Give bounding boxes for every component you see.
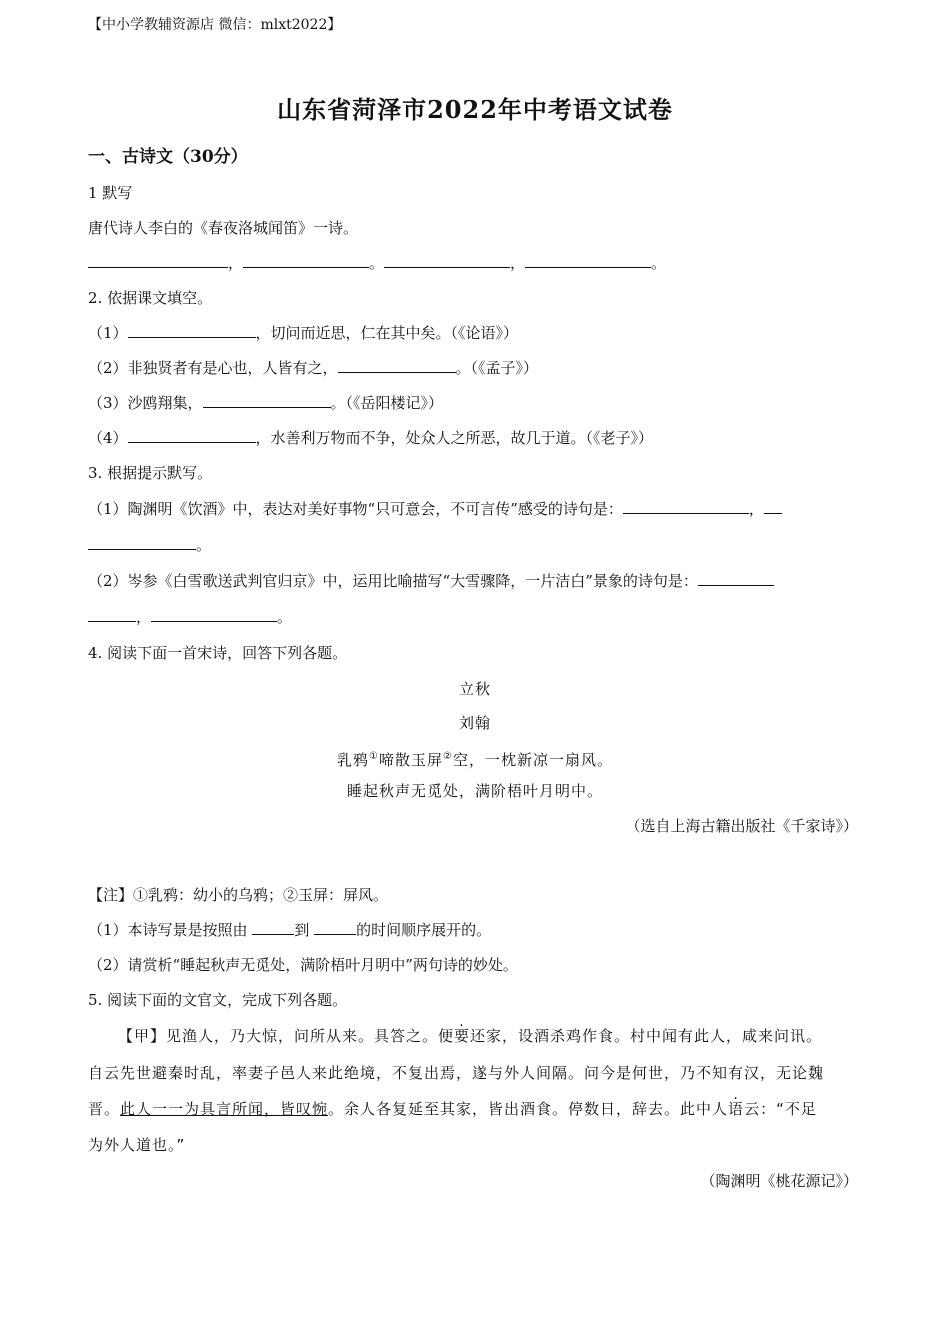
q2-heading: 2. 依据课文填空。	[88, 289, 213, 307]
answer-blank[interactable]	[623, 499, 749, 514]
q3-item-1-cont: 。	[88, 534, 858, 556]
answer-blank[interactable]	[338, 358, 456, 373]
answer-blank[interactable]	[151, 607, 277, 622]
poem-line-1: 乳鸦①啼散玉屏②空，一枕新凉一扇风。	[337, 751, 613, 769]
answer-blank[interactable]	[384, 253, 510, 268]
passage-line-3: 晋。此人一一为具言所闻，皆叹惋。余人各复延至其家，皆出酒食。停数日，辞去。此中人语云：“不足	[88, 1100, 817, 1118]
page-title: 山东省菏泽市2022年中考语文试卷	[277, 95, 673, 124]
poem-note: 【注】①乳鸦：幼小的乌鸦；②玉屏：屏风。	[88, 886, 389, 904]
poem-title: 立秋	[458, 680, 491, 698]
poem-source: （选自上海古籍出版社《千家诗》）	[625, 817, 858, 835]
q4-heading: 4. 阅读下面一首宋诗，回答下列各题。	[88, 644, 348, 662]
answer-blank[interactable]	[88, 253, 228, 268]
emphasized-char: 语	[728, 1100, 745, 1118]
answer-blank[interactable]	[88, 607, 136, 622]
answer-blank[interactable]	[525, 253, 651, 268]
footnote-marker: ①	[369, 751, 379, 762]
q1-intro: 唐代诗人李白的《春夜洛城闻笛》一诗。	[88, 219, 359, 237]
passage-line-2: 自云先世避秦时乱，率妻子邑人来此绝境，不复出焉，遂与外人间隔。问今是何世，乃不知有汉，无论魏	[88, 1064, 825, 1082]
underlined-sentence: 此人一一为具言所闻，皆叹惋	[120, 1100, 329, 1118]
footnote-marker: ②	[443, 751, 453, 762]
answer-blank[interactable]	[314, 920, 356, 935]
answer-blank[interactable]	[243, 253, 369, 268]
passage-line-1: 【甲】见渔人，乃大惊，问所从来。具答之。便要还家，设酒杀鸡作食。村中闻有此人，咸来问讯。	[118, 1027, 823, 1045]
page-header: 【中小学教辅资源店 微信：mlxt2022】	[88, 17, 342, 33]
poem-author: 刘翰	[458, 714, 491, 732]
q4-sub-2: （2）请赏析“睡起秋声无觅处，满阶梧叶月明中”两句诗的妙处。	[88, 956, 518, 974]
q1-blanks-line: ， 。 ， 。	[88, 252, 858, 274]
answer-blank[interactable]	[203, 393, 331, 408]
q3-heading: 3. 根据提示默写。	[88, 464, 213, 482]
section-heading: 一、古诗文（30分）	[88, 147, 248, 167]
answer-blank[interactable]	[128, 323, 256, 338]
passage-line-4: 为外人道也。”	[88, 1136, 186, 1154]
answer-blank[interactable]	[128, 428, 256, 443]
answer-blank[interactable]	[764, 499, 782, 514]
passage-source: （陶渊明《桃花源记》）	[700, 1172, 858, 1190]
answer-blank[interactable]	[88, 535, 196, 550]
poem-line-2: 睡起秋声无觅处，满阶梧叶月明中。	[346, 782, 603, 800]
emphasized-char: 要	[454, 1027, 471, 1045]
q5-heading: 5. 阅读下面的文官文，完成下列各题。	[88, 991, 348, 1009]
q2-item-1: （1） ，切问而近思，仁在其中矣。（《论语》）	[88, 324, 519, 342]
q3-item-2: （2）岑参《白雪歌送武判官归京》中，运用比喻描写“大雪骤降，一片洁白”景象的诗句是：	[88, 570, 858, 592]
q2-item-2: （2）非独贤者有是心也，人皆有之， 。（《孟子》）	[88, 359, 539, 377]
q4-sub-1: （1）本诗写景是按照由 到 的时间顺序展开的。	[88, 921, 492, 939]
answer-blank[interactable]	[252, 920, 294, 935]
q1-heading: 1 默写	[88, 184, 133, 202]
q2-item-3: （3）沙鸥翔集， 。（《岳阳楼记》）	[88, 394, 444, 412]
q2-item-4: （4） ，水善利万物而不争，处众人之所恶，故几于道。（《老子》）	[88, 429, 654, 447]
q3-item-2-cont: ， 。	[88, 606, 858, 628]
q3-item-1: （1）陶渊明《饮酒》中，表达对美好事物“只可意会，不可言传”感受的诗句是： ，	[88, 498, 858, 520]
answer-blank[interactable]	[698, 571, 774, 586]
